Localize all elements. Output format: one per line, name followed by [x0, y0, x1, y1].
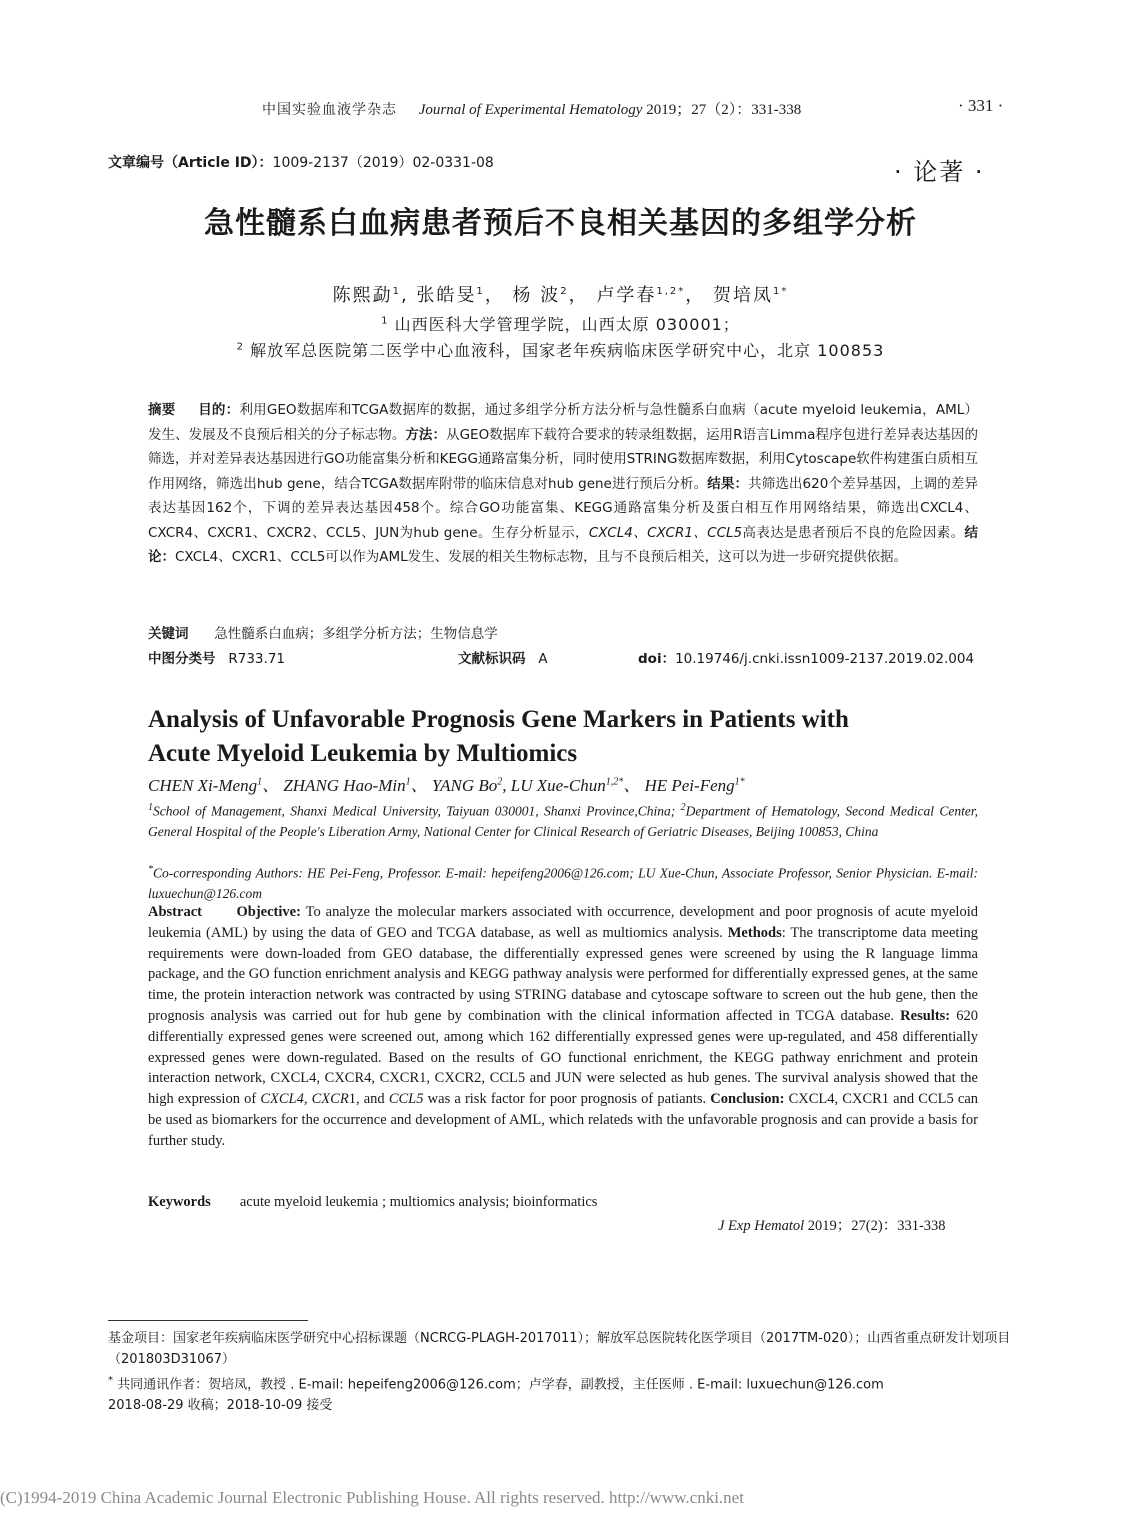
classification-row	[148, 647, 978, 667]
author-name: 陈熙勐	[332, 285, 393, 306]
author-sup: 1*	[773, 286, 789, 297]
doc-code	[458, 647, 548, 667]
author-sup: 1	[476, 286, 485, 297]
author-sup: 2	[560, 286, 569, 297]
doi-value: 10.19746/j.cnki.issn1009-2137.2019.02.004	[675, 651, 975, 667]
english-abstract	[148, 902, 978, 1152]
footnotes	[108, 1328, 1020, 1416]
author-sup: 1,2*	[605, 776, 624, 788]
doi	[638, 647, 974, 667]
article-id	[108, 152, 494, 172]
corresponding-sup: *	[108, 1375, 113, 1386]
results-gene-1b: 1, and	[348, 1091, 385, 1108]
copyright-notice: (C)1994-2019 China Academic Journal Electronic Publishing House. All rights reserved. http://www.cnki.net	[0, 1488, 744, 1507]
affiliation-text: Department of Hematology, Second Medical Center, General Hospital of the People′s Liberation Army, National Center for Clinical Research of Geriatric Diseases, Beijing 100853, China	[148, 803, 978, 839]
clc-value: R733.71	[228, 651, 285, 667]
affiliation-text: 解放军总医院第二医学中心血液科，国家老年疾病临床医学研究中心，北京 100853	[250, 341, 885, 360]
journal-header	[262, 98, 801, 119]
methods-label: Methods	[727, 924, 782, 941]
results-gene-1: CXCL4, CXCR	[260, 1091, 349, 1108]
author-name: YANG Bo	[431, 776, 498, 795]
author-name: 卢学春	[596, 285, 657, 306]
dates-note: 2018-08-29 收稿；2018-10-09 接受	[108, 1398, 333, 1414]
methods-label: 方法：	[405, 426, 447, 443]
section-label: · 论著 ·	[894, 158, 985, 186]
article-id-label: 文章编号（Article ID）：	[108, 155, 273, 171]
conclusion-text: CXCL4、CXCR1、CCL5可以作为AML发生、发展的相关生物标志物，且与不良预后相关，这可以为进一步研究提供依据。	[175, 549, 908, 565]
results-label: 结果：	[707, 475, 749, 492]
keywords-label: Keywords	[148, 1194, 211, 1210]
author-name: ZHANG Hao-Min	[283, 776, 406, 795]
corresponding-sup: *	[148, 864, 153, 875]
author-sup: 1,2*	[656, 286, 686, 297]
doc-code-label: 文献标识码	[458, 651, 526, 667]
chinese-affiliation-2	[0, 338, 1121, 361]
results-text: 共筛选出620个差异基因，上调的差异表达基因162个，下调的差异表达基因458个。综合GO功能富集、KEGG通路富集分析及蛋白相互作用网络结果，筛选出CXCL4、CXCR4、CXCR1、CXCR2、CCL5、JUN为hub gene。生存分析显示，	[148, 475, 979, 541]
affiliation-sup: 2	[680, 802, 686, 813]
keywords-text: 急性髓系白血病；多组学分析方法；生物信息学	[214, 626, 498, 642]
author-name: HE Pei-Feng	[644, 776, 735, 795]
chinese-title: 急性髓系白血病患者预后不良相关基因的多组学分析	[204, 206, 917, 241]
author-sup: 1	[257, 776, 263, 788]
english-affiliations	[148, 798, 978, 843]
conclusion-label: 结论：	[148, 524, 978, 565]
objective-text: 利用GEO数据库和TCGA数据库的数据，通过多组学分析方法分析与急性髓系白血病（acute myeloid leukemia，AML）发生、发展及不良预后相关的分子标志物。	[148, 402, 978, 443]
journal-name-cn: 中国实验血液学杂志	[262, 102, 397, 118]
running-header	[0, 94, 1121, 122]
chinese-authors: 陈熙勐$^1$, 张皓旻$^1$， 杨 波$^2$， 卢学春$^{1,2*}$， 贺培凤$^{1*}$	[332, 285, 789, 306]
chinese-affiliation-1	[0, 312, 1121, 335]
results-gene-2: CCL5	[388, 1091, 424, 1108]
results-tail: was a risk factor for poor prognosis of patiants.	[427, 1091, 707, 1108]
results-genes: CXCL4、CXCR1、CCL5	[588, 524, 743, 541]
author-sup: 2	[497, 776, 503, 788]
affiliation-sup: 1	[148, 802, 153, 813]
page-number: · 331 ·	[958, 96, 1004, 115]
author-name: 杨 波	[512, 285, 561, 306]
english-authors: CHEN Xi-Meng$^1$、 ZHANG Hao-Min$^1$、 YANG Bo$^2$, LU Xue-Chun$^{1,2*}$、 HE Pei-Feng$^{1*}$	[148, 776, 745, 795]
english-keywords	[148, 1194, 597, 1211]
affiliation-text: School of Management, Shanxi Medical University, Taiyuan 030001, Shanxi Province,China;	[153, 803, 681, 819]
journal-issue: 2019；27（2）：331-338	[646, 102, 802, 118]
results-label: Results:	[900, 1007, 951, 1024]
author-name: 张皓旻	[416, 285, 477, 306]
journal-name-en: Journal of Experimental Hematology	[418, 102, 643, 118]
author-sup: 1	[405, 776, 411, 788]
methods-text: : The transcriptome data meeting requirements were down-loaded from GEO database, the differentially expressed genes were screened by using the R language limma package, and the GO function enrichment analysis and KEGG pathway analysis were performed for differentially expressed genes, at the same time, the protein interaction network was contracted by using STRING database and cytoscape software to screen out the hub gene, then the prognosis analysis was carried out for hub gene by combination with the clinical information affected in TCGA database.	[148, 924, 978, 1024]
affiliation-text: 山西医科大学管理学院，山西太原 030001；	[394, 315, 740, 334]
citation	[718, 1214, 946, 1235]
article-id-value: 1009-2137（2019）02-0331-08	[272, 155, 494, 171]
author-name: 贺培凤	[713, 285, 774, 306]
author-sup: 1*	[734, 776, 745, 788]
citation-journal: J Exp Hematol	[718, 1218, 805, 1234]
conclusion-label: Conclusion:	[710, 1091, 785, 1108]
citation-details: 2019；27(2)：331-338	[807, 1218, 946, 1234]
abstract-label: Abstract	[148, 904, 202, 920]
corresponding-note	[108, 1370, 1020, 1395]
english-corresponding	[148, 860, 978, 905]
affiliation-sup: 1	[381, 315, 389, 327]
methods-text: 从GEO数据库下载符合要求的转录组数据，运用R语言Limma程序包进行差异表达基因的筛选，并对差异表达基因进行GO功能富集分析和KEGG通路富集分析，同时使用STRING数据库数据，利用Cytoscape软件构建蛋白质相互作用网络，筛选出hub gene，结合TCGA数据库附带的临床信息对hub gene进行预后分析。	[148, 426, 979, 492]
author-name: CHEN Xi-Meng	[148, 776, 258, 795]
author-name: LU Xue-Chun	[510, 776, 606, 795]
author-sup: 1	[392, 286, 401, 297]
objective-label: 目的：	[198, 402, 240, 418]
english-title	[148, 703, 988, 771]
footnote-divider	[108, 1320, 308, 1321]
results-tail: 高表达是患者预后不良的危险因素。	[742, 524, 965, 541]
abstract-label: 摘要	[148, 402, 176, 418]
keywords-label: 关键词	[148, 626, 189, 642]
affiliation-sup: 2	[236, 341, 245, 353]
doc-code-value: A	[538, 651, 548, 667]
conclusion-text: CXCL4, CXCR1 and CCL5 can be used as biomarkers for the occurrence and development of AML, which relateds with the unfavorable prognosis and can provide a basis for further study.	[148, 1091, 979, 1149]
funding-note: 基金项目：国家老年疾病临床医学研究中心招标课题（NCRCG-PLAGH-2017011）；解放军总医院转化医学项目（2017TM-020）；山西省重点研发计划项目（201803D31067）	[108, 1331, 1011, 1367]
results-text: 620 differentially expressed genes were screened out, among which 162 differentially expressed genes were up-regulated, and 458 differentially expressed genes were down-regulated. Based on the results of GO functional enrichment, the KEGG pathway enrichment and protein interaction network, CXCL4, CXCR4, CXCR1, CXCR2, CCL5 and JUN were selected as hub genes. The survival analysis showed that the high expression of	[148, 1007, 979, 1108]
english-title-line-1: Analysis of Unfavorable Prognosis Gene Markers in Patients with	[148, 706, 849, 733]
english-title-line-2: Acute Myeloid Leukemia by Multiomics	[148, 740, 578, 767]
keywords-text: acute myeloid leukemia ; multiomics analysis; bioinformatics	[239, 1194, 598, 1210]
chinese-keywords	[148, 622, 978, 642]
doi-label: doi：	[638, 651, 676, 667]
corresponding-text: Co-corresponding Authors: HE Pei-Feng, Professor. E-mail: hepeifeng2006@126.com; LU Xue-Chun, Associate Professor, Senior Physician. E-mail: luxuechun@126.com	[148, 865, 978, 901]
corresponding-text: 共同通讯作者：贺培凤，教授 . E-mail: hepeifeng2006@126.com；卢学春，副教授，主任医师 . E-mail: luxuechun@126.com	[117, 1377, 884, 1393]
chinese-abstract	[148, 398, 978, 570]
objective-text: To analyze the molecular markers associated with occurrence, development and poor prognosis of acute myeloid leukemia (AML) by using the data of GEO and TCGA database, as well as multiomics analysis.	[148, 904, 978, 941]
objective-label: Objective:	[236, 904, 301, 920]
clc-label: 中图分类号	[148, 651, 216, 667]
